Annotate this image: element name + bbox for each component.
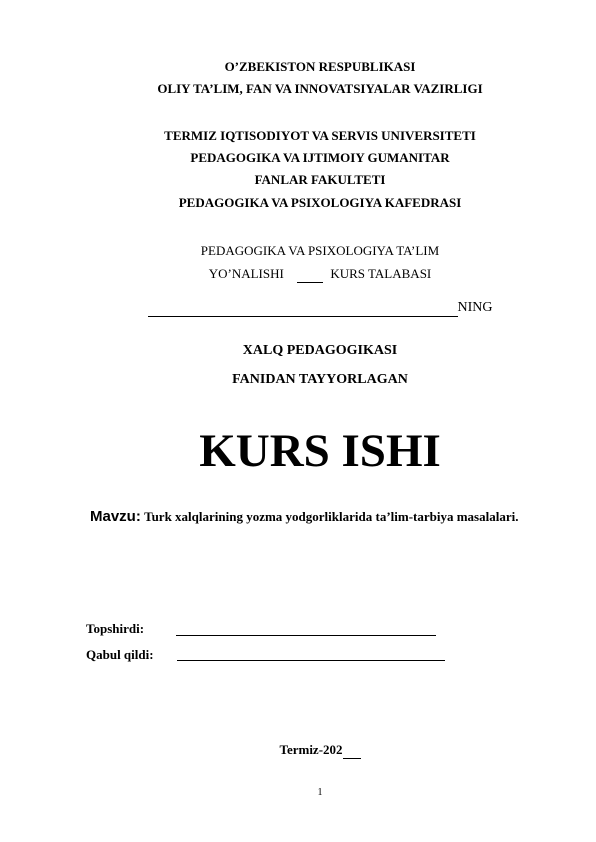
department-name: PEDAGOGIKA VA PSIXOLOGIYA KAFEDRASI	[178, 195, 462, 210]
direction-label: YO’NALISHI	[208, 266, 284, 281]
topic-label: Mavzu:	[90, 508, 141, 525]
document-title: KURS ISHI	[199, 425, 441, 477]
direction-line1: PEDAGOGIKA VA PSIXOLOGIYA TA’LIM	[200, 243, 440, 258]
faculty-line1: PEDAGOGIKA VA IJTIMOIY GUMANITAR	[190, 150, 450, 165]
accepted-label: Qabul qildi:	[86, 647, 154, 662]
year-blank	[343, 742, 361, 759]
subject-line2: FANIDAN TAYYORLAGAN	[232, 372, 408, 387]
university-name: TERMIZ IQTISODIYOT VA SERVIS UNIVERSITETI	[164, 128, 476, 143]
student-label: KURS TALABASI	[330, 266, 432, 281]
direction-line2	[0, 266, 596, 283]
name-suffix: NING	[457, 300, 493, 315]
student-name-line	[0, 300, 596, 317]
country-title: O’ZBEKISTON RESPUBLIKASI	[224, 59, 416, 74]
course-number-blank	[297, 266, 323, 283]
submitted-label: Topshirdi:	[86, 621, 145, 636]
topic-line	[90, 508, 518, 525]
topic-text: Turk xalqlarining yozma yodgorliklarida ta’lim-tarbiya masalalari.	[144, 509, 519, 524]
faculty-line2: FANLAR FAKULTETI	[254, 172, 386, 187]
subject-line1: XALQ PEDAGOGIKASI	[242, 343, 398, 358]
city-year	[0, 742, 596, 759]
accepted-signature-line	[177, 660, 445, 661]
ministry-title: OLIY TA’LIM, FAN VA INNOVATSIYALAR VAZIRLIGI	[157, 81, 483, 96]
page-number: 1	[317, 787, 323, 798]
submitted-signature-line	[176, 635, 436, 636]
city-year-text: Termiz-202	[279, 742, 343, 757]
student-name-blank	[148, 300, 458, 317]
